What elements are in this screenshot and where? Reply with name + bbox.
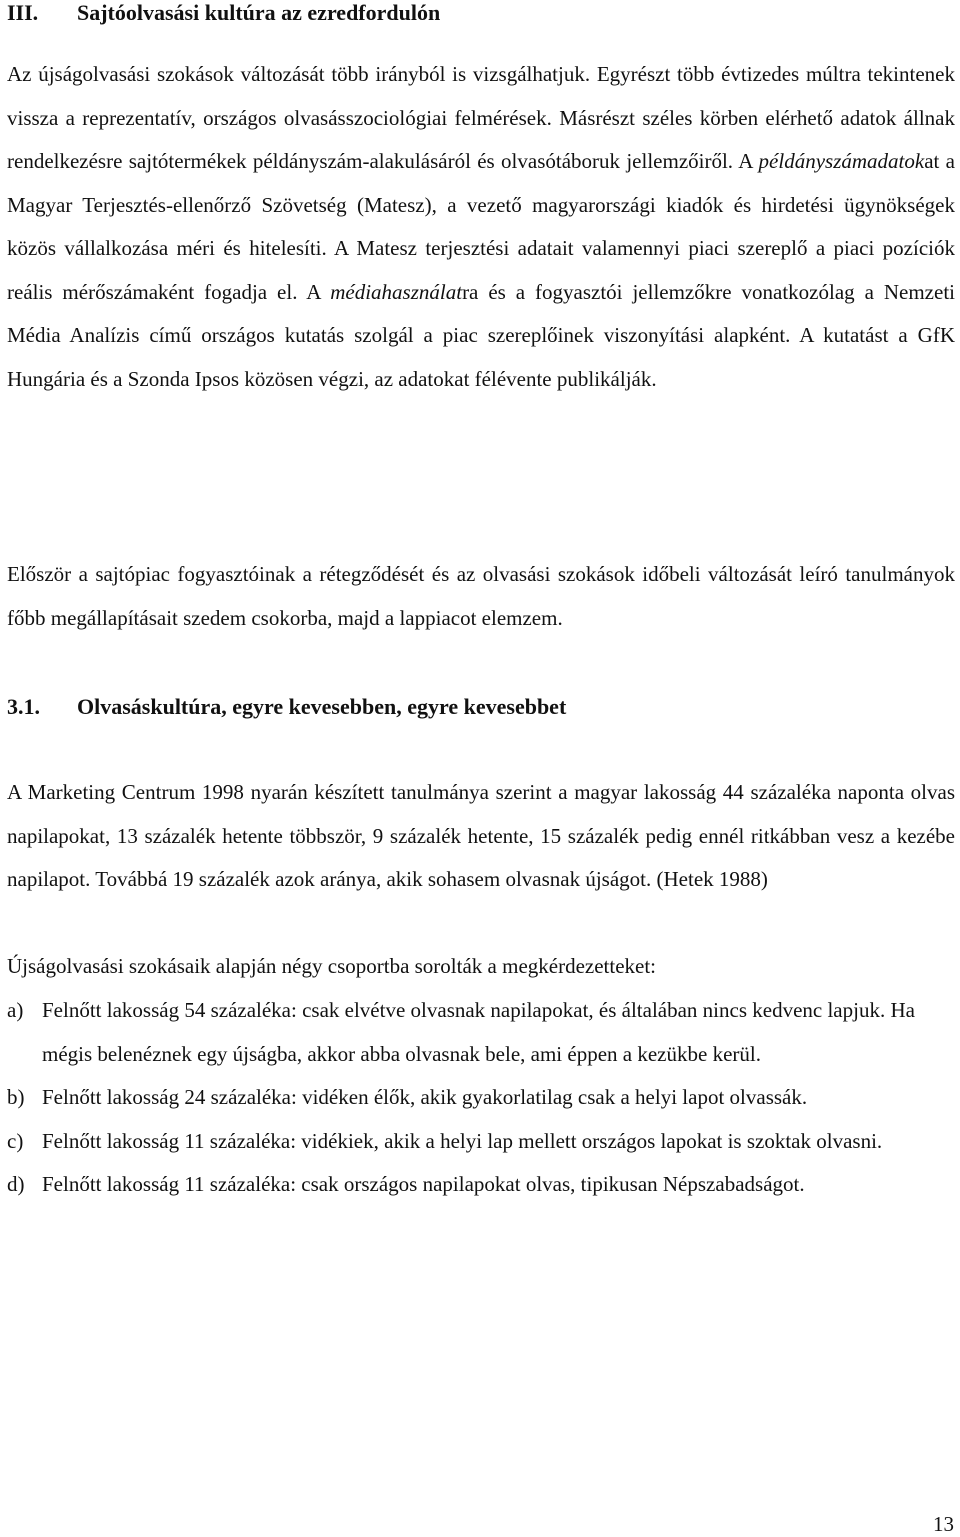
paragraph-marketing-centrum: A Marketing Centrum 1998 nyarán készített tanulmánya szerint a magyar lakosság 44 százaléka naponta olvas napilapokat, 13 százalék hetente többször, 9 százalék hetente, 15 százalék pedig ennél ritkábban vesz a kezébe napilapot. Továbbá 19 százalék azok aránya, akik sohasem olvasnak újságot. (Hetek 1988) [7,780,955,891]
paragraph-intro-text-1: Az újságolvasási szokások változását több irányból is vizsgálhatjuk. Egyrészt több évtizedes múltra tekintenek vissza a reprezentatív, országos olvasásszociológiai felmérések. Másrészt széles körben elérhető adatok állnak rendelkezésre sajtótermékek példányszám-alakulásáról és olvasótáboruk jellemzőiről. A [7,62,955,173]
section-number: III. [7,0,39,25]
paragraph-intro [7,53,955,401]
section-heading [7,0,441,26]
list-marker: c) [7,1128,24,1153]
page-number: 13 [933,1512,954,1536]
list-item [7,1120,955,1164]
list-item [7,1076,955,1120]
subsection-title: Olvasáskultúra, egyre kevesebben, egyre kevesebbet [77,694,567,719]
list-marker: b) [7,1085,25,1109]
list-item [7,1163,955,1207]
list-item-text: Felnőtt lakosság 11 százaléka: csak országos napilapokat olvas, tipikusan Népszabadságot. [42,1172,805,1196]
paragraph-intro-text-3: ra és a fogyasztói jellemzőkre vonatkozólag a Nemzeti Média Analízis című országos kutatás szolgál a piac szereplőinek viszonyítási alapként. A kutatást a GfK Hungária és a Szonda Ipsos közösen végzi, az adatokat félévente publikálják. [7,279,955,391]
list-marker: d) [7,1172,25,1196]
emphasis-mediahasznalat: médiahasználat [330,279,463,304]
list-item-text: Felnőtt lakosság 54 százaléka: csak elvétve olvasnak napilapokat, és általában nincs kedvenc lapjuk. Ha mégis belenéznek egy újságba, akkor abba olvasnak bele, ami éppen a kezükbe kerül. [42,998,915,1066]
emphasis-peldanyszamadatok: példányszámadatok [758,149,925,173]
section-title: Sajtóolvasási kultúra az ezredfordulón [77,0,441,25]
list-item-text: Felnőtt lakosság 24 százaléka: vidéken élők, akik gyakorlatilag csak a helyi lapot olvassák. [42,1085,808,1109]
subsection-number: 3.1. [7,694,40,719]
list-marker: a) [7,998,24,1022]
list-item-text: Felnőtt lakosság 11 százaléka: vidékiek, akik a helyi lap mellett országos lapokat is szoktak olvasni. [42,1128,883,1153]
subsection-heading [7,694,567,720]
list-item [7,989,955,1076]
paragraph-groups-intro: Újságolvasási szokásaik alapján négy csoportba sorolták a megkérdezetteket: [7,954,657,978]
paragraph-plan: Először a sajtópiac fogyasztóinak a rétegződését és az olvasási szokások időbeli változását leíró tanulmányok főbb megállapításait szedem csokorba, majd a lappiacot elemzem. [7,562,955,630]
reader-groups-list [7,989,955,1207]
paragraph-intro-text-2: at a Magyar Terjesztés-ellenőrző Szövetség (Matesz), a vezető magyarországi kiadók és hirdetési ügynökségek közös vállalkozása méri és hitelesíti. A Matesz terjesztési adatait valamennyi piaci szereplő a piaci pozíciók reális mérőszámaként fogadja el. A [7,149,955,304]
